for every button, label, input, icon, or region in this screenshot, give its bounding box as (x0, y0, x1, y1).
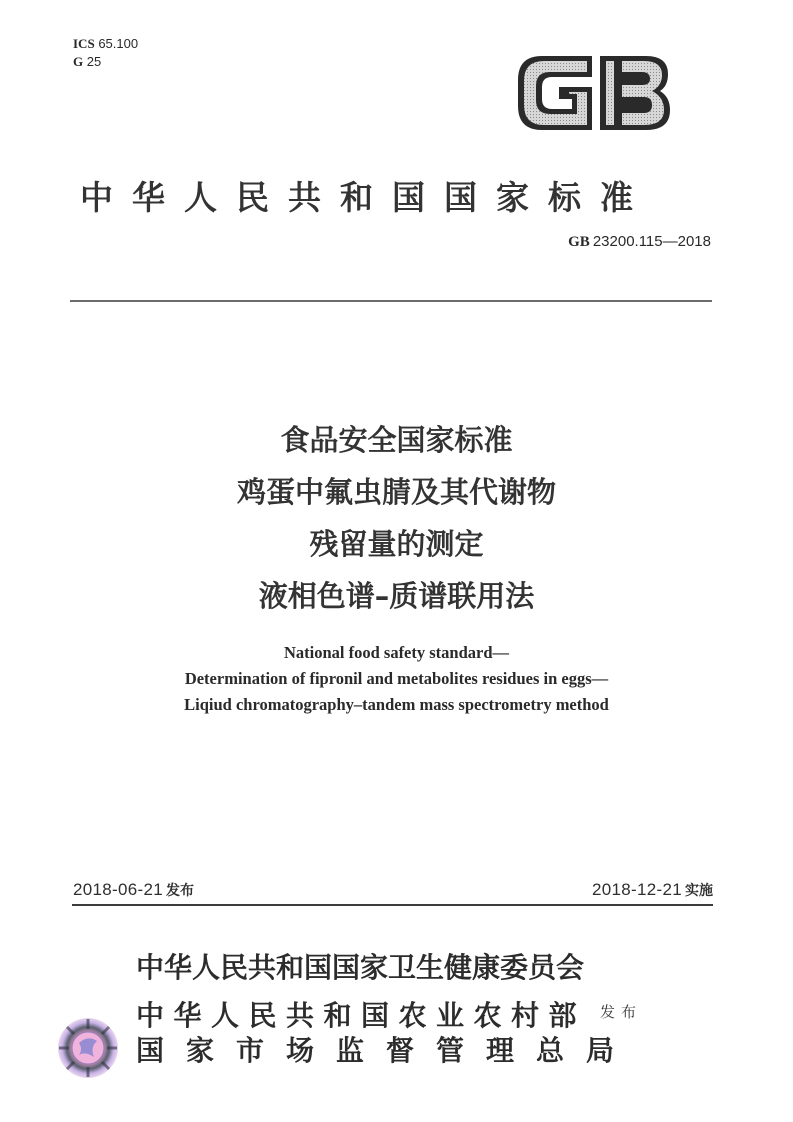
chinese-title-line-1: 食品安全国家标准 (280, 423, 513, 457)
effective-date-value: 2018-12-21 (592, 880, 682, 899)
ics-code (73, 35, 138, 53)
bottom-divider (72, 904, 713, 906)
chinese-title-line-3: 残留量的测定 (309, 527, 484, 561)
english-title (0, 640, 793, 718)
standard-number (568, 233, 711, 251)
ccs-code (73, 53, 138, 71)
chinese-title-line-2: 鸡蛋中氟虫腈及其代谢物 (236, 475, 556, 509)
issue-date-label: 发布 (165, 883, 194, 899)
issuer-agriculture-ministry: 中华人民共和国农业农村部 (136, 999, 587, 1032)
issuer-market-regulation: 国家市场监督管理总局 (136, 1034, 637, 1067)
ccs-label: G (73, 54, 84, 69)
publish-label: 发布 (600, 1003, 643, 1021)
english-title-line-1: National food safety standard— (283, 643, 510, 662)
effective-date (592, 880, 713, 900)
ccs-value: 25 (86, 54, 102, 69)
issuer-health-commission: 中华人民共和国国家卫生健康委员会 (136, 951, 585, 984)
chinese-title (0, 414, 793, 622)
english-title-line-3: Liqiud chromatography–tandem mass spectrometry method (184, 695, 609, 714)
issue-date (73, 880, 194, 900)
ics-label: ICS (73, 36, 95, 51)
ics-value: 65.100 (98, 36, 139, 51)
top-divider (70, 300, 712, 302)
classification-codes (73, 35, 138, 71)
gb-logo-icon (514, 53, 672, 133)
hologram-seal-icon (57, 1017, 119, 1079)
effective-date-label: 实施 (685, 883, 713, 899)
english-title-line-2: Determination of fipronil and metabolites residues in eggs— (184, 669, 609, 688)
standard-category-heading: 中华人民共和国国家标准 (80, 178, 652, 217)
standard-number-prefix: GB (568, 234, 590, 250)
standard-number-value: 23200.115—2018 (592, 233, 711, 250)
issue-date-value: 2018-06-21 (73, 880, 163, 899)
chinese-title-line-4: 液相色谱–质谱联用法 (258, 579, 535, 613)
